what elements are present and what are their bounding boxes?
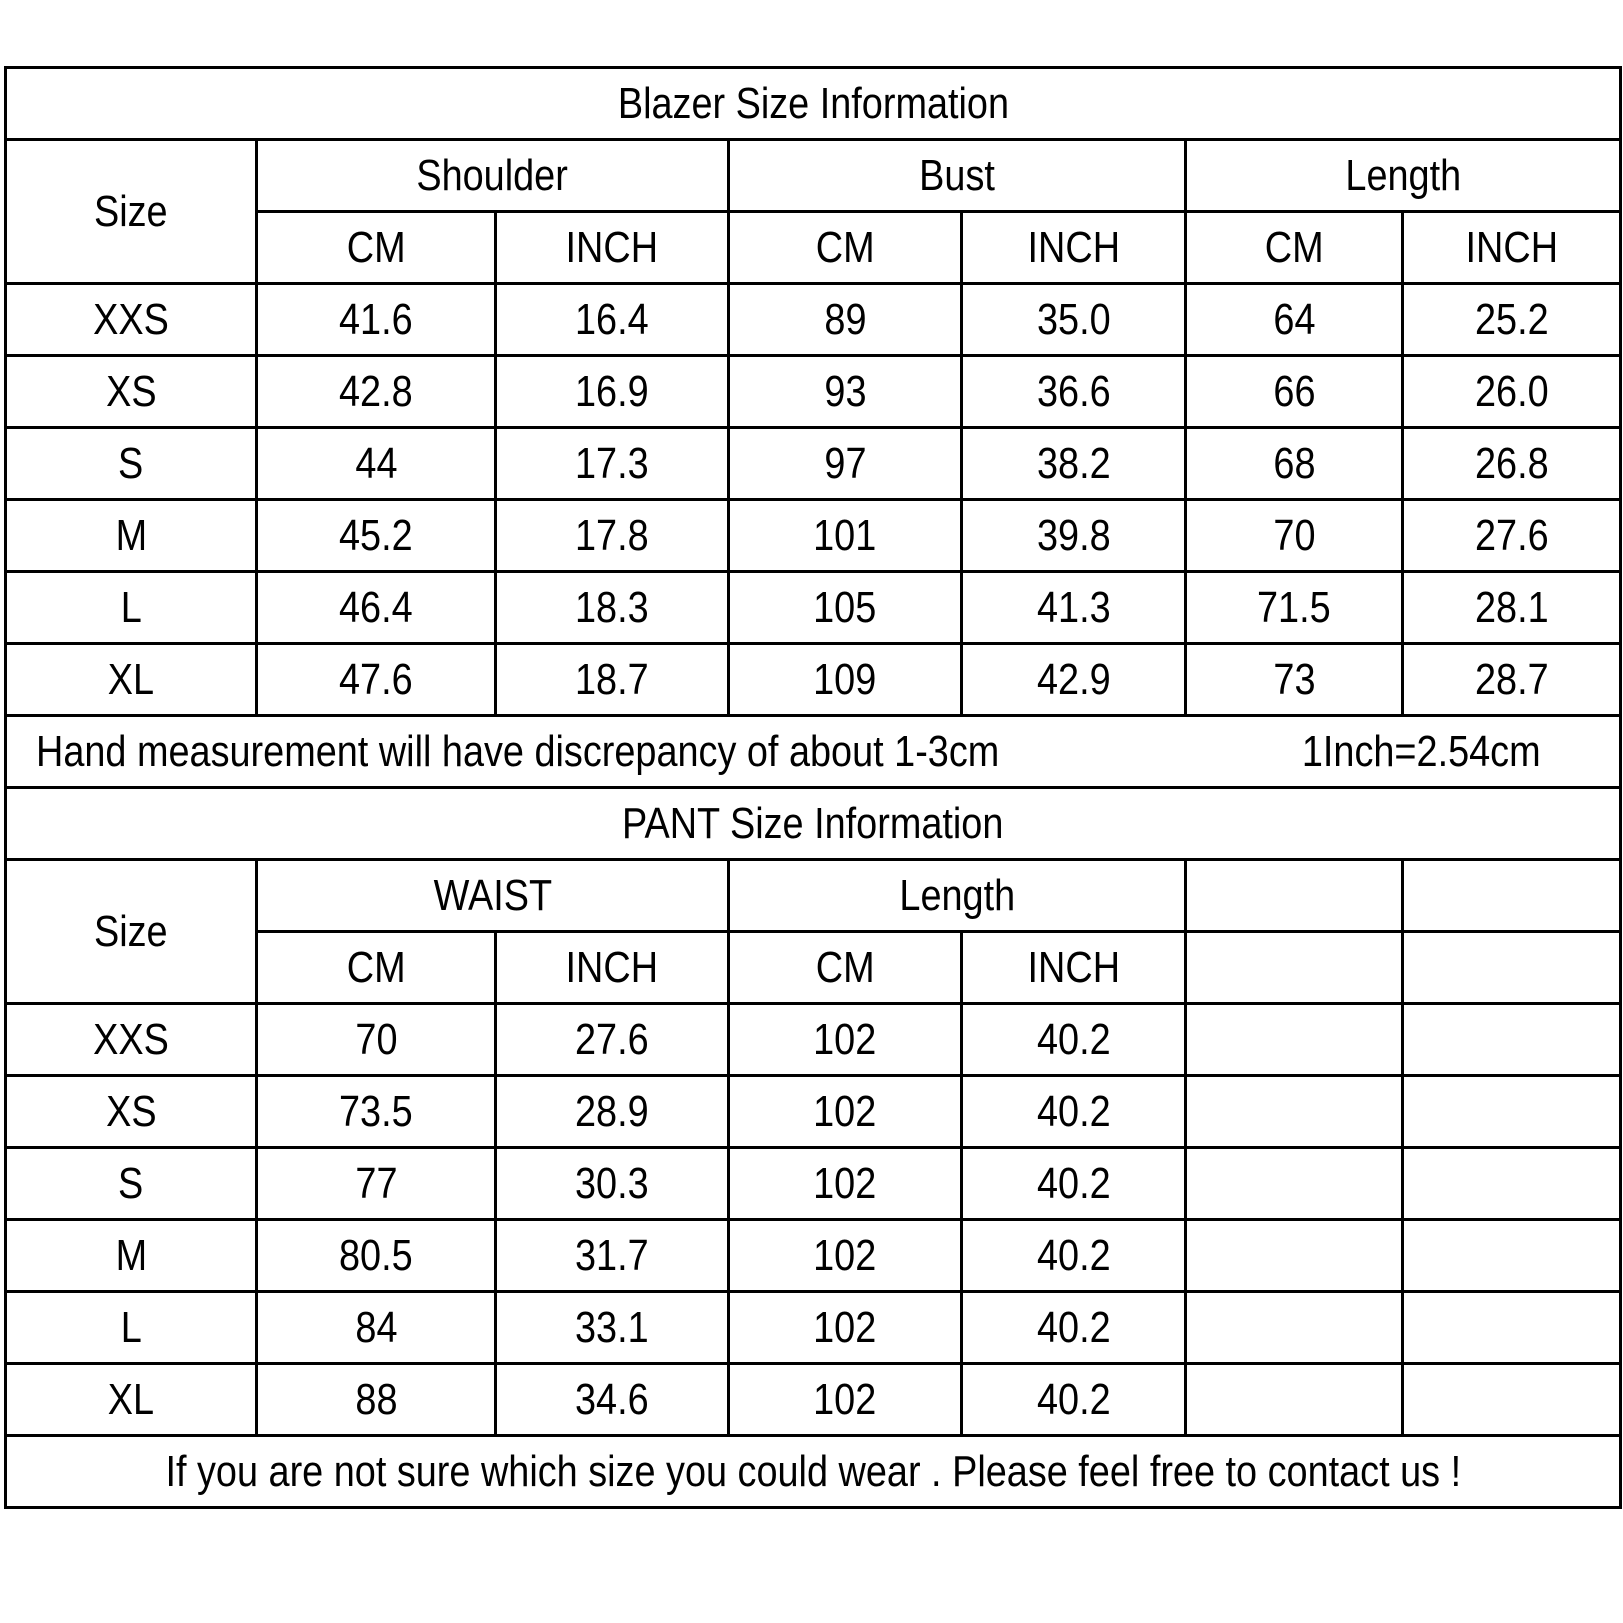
blazer-value-cell (496, 572, 729, 644)
blazer-group-header-text: Shoulder (416, 150, 569, 200)
pant-value-cell (962, 1076, 1186, 1148)
blazer-table-row (6, 644, 1621, 716)
blazer-value-cell (1403, 428, 1621, 500)
pant-value-cell-text: 40.2 (1036, 1302, 1111, 1352)
empty-cell (1186, 1148, 1403, 1220)
pant-value-cell (496, 1220, 729, 1292)
blazer-value-cell-text: 41.3 (1036, 582, 1111, 632)
pant-table-row (6, 1364, 1621, 1436)
pant-value-cell (729, 1292, 962, 1364)
blazer-table-row (6, 500, 1621, 572)
pant-size-cell (6, 1364, 257, 1436)
pant-value-cell-text: 84 (354, 1302, 398, 1352)
pant-value-cell (496, 1364, 729, 1436)
empty-cell (1186, 1076, 1403, 1148)
empty-cell (1403, 1148, 1621, 1220)
blazer-value-cell-text: 25.2 (1474, 294, 1549, 344)
blazer-value-cell-text: 46.4 (339, 582, 413, 632)
pant-unit-header-text: CM (815, 942, 875, 992)
pant-unit-header-text: INCH (565, 942, 659, 992)
pant-size-cell-text: XL (107, 1374, 155, 1424)
pant-value-cell-text: 40.2 (1036, 1158, 1111, 1208)
pant-value-cell-text: 77 (354, 1158, 398, 1208)
pant-size-cell (6, 1148, 257, 1220)
blazer-size-header-text: Size (94, 186, 168, 236)
empty-cell (1186, 1220, 1403, 1292)
pant-group-header-row (6, 860, 1621, 932)
blazer-value-cell-text: 101 (813, 510, 877, 560)
pant-group-header-text: Length (899, 870, 1015, 920)
blazer-value-cell-text: 66 (1272, 366, 1316, 416)
empty-cell (1186, 1364, 1403, 1436)
pant-title-row (6, 788, 1621, 860)
pant-group-header (729, 860, 1186, 932)
blazer-value-cell-text: 97 (823, 438, 867, 488)
pant-value-cell-text: 34.6 (575, 1374, 649, 1424)
blazer-value-cell-text: 42.9 (1036, 654, 1111, 704)
size-chart-body (6, 68, 1621, 1508)
blazer-value-cell-text: 16.9 (575, 366, 649, 416)
blazer-value-cell (496, 644, 729, 716)
pant-size-header (6, 860, 257, 1004)
pant-value-cell-text: 40.2 (1036, 1374, 1111, 1424)
pant-value-cell (729, 1004, 962, 1076)
empty-cell (1186, 1004, 1403, 1076)
pant-value-cell-text: 28.9 (575, 1086, 649, 1136)
pant-unit-header (496, 932, 729, 1004)
pant-size-cell (6, 1220, 257, 1292)
pant-value-cell-text: 33.1 (575, 1302, 649, 1352)
pant-value-cell (257, 1076, 496, 1148)
blazer-value-cell-text: 17.8 (575, 510, 649, 560)
pant-size-cell-text: M (115, 1230, 147, 1280)
empty-cell (1403, 1076, 1621, 1148)
blazer-size-cell-text: XS (105, 366, 157, 416)
blazer-unit-header (962, 212, 1186, 284)
blazer-value-cell (729, 428, 962, 500)
pant-group-header-text: WAIST (433, 870, 552, 920)
pant-value-cell-text: 27.6 (575, 1014, 649, 1064)
blazer-unit-header-text: INCH (1027, 222, 1120, 272)
blazer-value-cell (729, 572, 962, 644)
blazer-value-cell-text: 68 (1272, 438, 1316, 488)
blazer-value-cell (496, 356, 729, 428)
blazer-group-header-row (6, 140, 1621, 212)
blazer-unit-header-text: CM (346, 222, 406, 272)
blazer-size-cell-text: M (115, 510, 147, 560)
blazer-value-cell-text: 17.3 (575, 438, 649, 488)
blazer-value-cell (1403, 500, 1621, 572)
empty-cell (1403, 932, 1621, 1004)
blazer-value-cell (729, 356, 962, 428)
pant-value-cell-text: 102 (813, 1086, 877, 1136)
pant-value-cell-text: 73.5 (339, 1086, 413, 1136)
blazer-value-cell-text: 28.7 (1474, 654, 1549, 704)
blazer-value-cell (962, 500, 1186, 572)
blazer-size-cell (6, 428, 257, 500)
blazer-value-cell (962, 284, 1186, 356)
pant-value-cell (729, 1076, 962, 1148)
pant-size-cell-text: XXS (93, 1014, 169, 1064)
blazer-unit-header-text: CM (1264, 222, 1324, 272)
pant-value-cell-text: 30.3 (575, 1158, 649, 1208)
blazer-value-cell (962, 428, 1186, 500)
pant-value-cell (962, 1364, 1186, 1436)
footer-row (6, 1436, 1621, 1508)
blazer-value-cell-text: 35.0 (1036, 294, 1111, 344)
blazer-group-header (257, 140, 729, 212)
blazer-value-cell (1403, 284, 1621, 356)
pant-value-cell (496, 1292, 729, 1364)
blazer-value-cell-text: 27.6 (1474, 510, 1549, 560)
pant-unit-header-text: INCH (1027, 942, 1120, 992)
blazer-value-cell (1186, 500, 1403, 572)
blazer-size-cell-text: L (120, 582, 142, 632)
blazer-size-cell-text: S (118, 438, 144, 488)
blazer-value-cell (729, 500, 962, 572)
pant-table-row (6, 1148, 1621, 1220)
blazer-size-cell (6, 284, 257, 356)
blazer-value-cell (496, 428, 729, 500)
blazer-value-cell (257, 500, 496, 572)
blazer-value-cell (257, 428, 496, 500)
pant-size-cell-text: XS (105, 1086, 157, 1136)
pant-value-cell (729, 1148, 962, 1220)
blazer-group-header-text: Bust (919, 150, 995, 200)
blazer-value-cell-text: 70 (1272, 510, 1316, 560)
pant-value-cell-text: 88 (354, 1374, 398, 1424)
blazer-value-cell (729, 284, 962, 356)
blazer-unit-header (257, 212, 496, 284)
pant-value-cell-text: 40.2 (1036, 1014, 1111, 1064)
blazer-value-cell (257, 572, 496, 644)
pant-value-cell (729, 1364, 962, 1436)
blazer-size-cell (6, 500, 257, 572)
blazer-value-cell-text: 44 (354, 438, 398, 488)
blazer-unit-header-text: INCH (565, 222, 659, 272)
pant-size-cell (6, 1292, 257, 1364)
pant-size-cell (6, 1076, 257, 1148)
pant-value-cell (496, 1076, 729, 1148)
size-chart-table (4, 66, 1622, 1509)
blazer-value-cell (496, 500, 729, 572)
pant-value-cell-text: 40.2 (1036, 1230, 1111, 1280)
blazer-value-cell-text: 64 (1272, 294, 1316, 344)
empty-cell (1186, 932, 1403, 1004)
pant-unit-header-text: CM (346, 942, 406, 992)
pant-value-cell-text: 102 (813, 1374, 877, 1424)
pant-unit-header (257, 932, 496, 1004)
blazer-value-cell-text: 41.6 (339, 294, 413, 344)
pant-value-cell (729, 1220, 962, 1292)
blazer-value-cell-text: 18.7 (575, 654, 649, 704)
blazer-value-cell-text: 28.1 (1474, 582, 1549, 632)
pant-size-cell (6, 1004, 257, 1076)
pant-unit-header (729, 932, 962, 1004)
blazer-table-row (6, 572, 1621, 644)
pant-title (6, 788, 1621, 860)
pant-size-cell-text: L (120, 1302, 142, 1352)
blazer-value-cell (1186, 644, 1403, 716)
blazer-group-header (729, 140, 1186, 212)
blazer-value-cell-text: 16.4 (575, 294, 649, 344)
measurement-note (6, 716, 1186, 788)
blazer-value-cell-text: 47.6 (339, 654, 413, 704)
pant-value-cell (257, 1004, 496, 1076)
blazer-value-cell-text: 36.6 (1036, 366, 1111, 416)
empty-cell (1403, 1220, 1621, 1292)
blazer-value-cell-text: 109 (813, 654, 877, 704)
blazer-value-cell-text: 105 (813, 582, 877, 632)
blazer-unit-header (729, 212, 962, 284)
inch-conversion-note (1186, 716, 1621, 788)
empty-cell (1403, 1004, 1621, 1076)
empty-cell (1403, 860, 1621, 932)
blazer-group-header (1186, 140, 1621, 212)
blazer-value-cell-text: 26.8 (1474, 438, 1549, 488)
blazer-table-row (6, 284, 1621, 356)
measurement-note-text: Hand measurement will have discrepancy of about 1-3cm (36, 726, 1000, 776)
blazer-size-cell (6, 356, 257, 428)
pant-value-cell-text: 102 (813, 1302, 877, 1352)
blazer-value-cell-text: 93 (823, 366, 867, 416)
pant-unit-header (962, 932, 1186, 1004)
pant-value-cell-text: 102 (813, 1158, 877, 1208)
blazer-value-cell-text: 42.8 (339, 366, 413, 416)
blazer-value-cell (1403, 356, 1621, 428)
pant-value-cell-text: 31.7 (575, 1230, 649, 1280)
empty-cell (1186, 1292, 1403, 1364)
blazer-unit-header (496, 212, 729, 284)
blazer-value-cell (257, 356, 496, 428)
blazer-value-cell (962, 644, 1186, 716)
blazer-table-row (6, 356, 1621, 428)
pant-value-cell (257, 1220, 496, 1292)
blazer-value-cell (1403, 644, 1621, 716)
blazer-value-cell (962, 356, 1186, 428)
blazer-size-cell (6, 572, 257, 644)
pant-value-cell-text: 102 (813, 1014, 877, 1064)
pant-value-cell (962, 1292, 1186, 1364)
blazer-unit-header (1186, 212, 1403, 284)
pant-value-cell (257, 1364, 496, 1436)
contact-note (6, 1436, 1621, 1508)
pant-title-text: PANT Size Information (622, 798, 1004, 848)
blazer-size-cell-text: XXS (93, 294, 169, 344)
blazer-value-cell-text: 73 (1272, 654, 1316, 704)
pant-value-cell (962, 1220, 1186, 1292)
blazer-table-row (6, 428, 1621, 500)
pant-size-header-text: Size (94, 906, 168, 956)
pant-value-cell-text: 102 (813, 1230, 877, 1280)
pant-value-cell (496, 1004, 729, 1076)
pant-value-cell-text: 80.5 (339, 1230, 413, 1280)
blazer-value-cell (1186, 428, 1403, 500)
blazer-value-cell (1186, 284, 1403, 356)
blazer-unit-header-text: INCH (1465, 222, 1558, 272)
pant-value-cell-text: 40.2 (1036, 1086, 1111, 1136)
blazer-value-cell (962, 572, 1186, 644)
blazer-title-row (6, 68, 1621, 140)
blazer-size-cell (6, 644, 257, 716)
measurement-note-row (6, 716, 1621, 788)
blazer-value-cell-text: 18.3 (575, 582, 649, 632)
pant-value-cell (962, 1148, 1186, 1220)
inch-conversion-note-text: 1Inch=2.54cm (1302, 726, 1542, 776)
blazer-size-header (6, 140, 257, 284)
pant-value-cell (257, 1292, 496, 1364)
blazer-value-cell (257, 644, 496, 716)
pant-value-cell (257, 1148, 496, 1220)
pant-table-row (6, 1292, 1621, 1364)
blazer-value-cell (729, 644, 962, 716)
blazer-value-cell (1403, 572, 1621, 644)
blazer-value-cell-text: 38.2 (1036, 438, 1111, 488)
pant-table-row (6, 1004, 1621, 1076)
blazer-title-text: Blazer Size Information (617, 78, 1009, 128)
pant-table-row (6, 1220, 1621, 1292)
pant-value-cell-text: 70 (354, 1014, 398, 1064)
empty-cell (1403, 1292, 1621, 1364)
blazer-value-cell-text: 39.8 (1036, 510, 1111, 560)
empty-cell (1186, 860, 1403, 932)
blazer-value-cell-text: 45.2 (339, 510, 413, 560)
blazer-unit-header (1403, 212, 1621, 284)
blazer-value-cell-text: 89 (823, 294, 867, 344)
blazer-value-cell (1186, 356, 1403, 428)
empty-cell (1403, 1364, 1621, 1436)
blazer-size-cell-text: XL (107, 654, 155, 704)
blazer-value-cell (257, 284, 496, 356)
pant-size-cell-text: S (118, 1158, 144, 1208)
blazer-value-cell-text: 71.5 (1257, 582, 1331, 632)
blazer-group-header-text: Length (1345, 150, 1461, 200)
blazer-value-cell-text: 26.0 (1474, 366, 1549, 416)
contact-note-text: If you are not sure which size you could wear . Please feel free to contact us ! (165, 1446, 1461, 1496)
pant-value-cell (496, 1148, 729, 1220)
pant-table-row (6, 1076, 1621, 1148)
blazer-title (6, 68, 1621, 140)
blazer-value-cell (496, 284, 729, 356)
blazer-unit-header-text: CM (815, 222, 875, 272)
pant-group-header (257, 860, 729, 932)
blazer-value-cell (1186, 572, 1403, 644)
pant-value-cell (962, 1004, 1186, 1076)
